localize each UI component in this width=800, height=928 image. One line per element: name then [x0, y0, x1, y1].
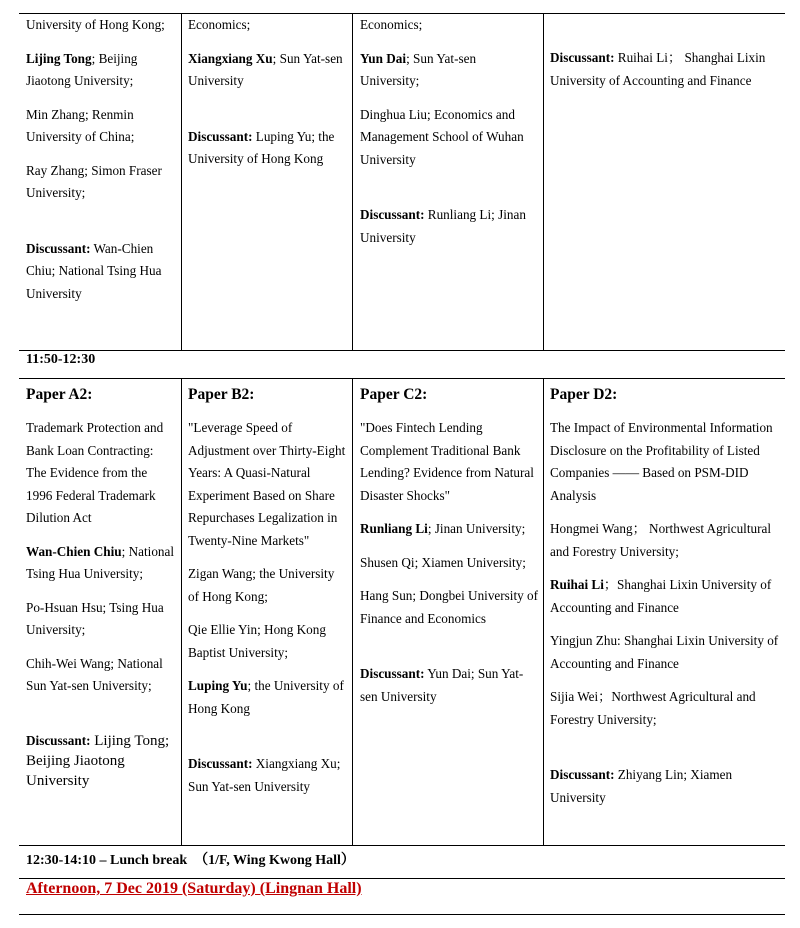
afternoon-heading: Afternoon, 7 Dec 2019 (Saturday) (Lingnan Hall) — [26, 880, 362, 897]
paper-title-label: Paper A2: — [26, 386, 93, 403]
paper-name: "Leverage Speed of Adjustment over Thirty-Eight Years: A Quasi-Natural Experiment Based on Share Repurchases Legalization in Twenty-Nine Markets" — [188, 420, 346, 548]
table-rule — [19, 350, 785, 351]
table-rule — [19, 914, 785, 915]
session-a1-cell — [26, 14, 176, 316]
author-line: Luping Yu; the University of Hong Kong — [188, 678, 344, 716]
author-line: Po-Hsuan Hsu; Tsing Hua University; — [26, 599, 164, 637]
author-line: Ruihai Li；Shanghai Lixin University of Accounting and Finance — [550, 577, 772, 615]
time-slot: 11:50-12:30 — [26, 352, 96, 367]
column-divider — [543, 13, 544, 350]
discussant: Discussant: Lijing Tong; Beijing Jiaotong University — [26, 732, 170, 789]
paper-c2-cell — [360, 384, 540, 719]
table-rule — [19, 845, 785, 846]
paper-name: "Does Fintech Lending Complement Traditional Bank Lending? Evidence from Natural Disaster Shocks" — [360, 420, 534, 503]
table-rule — [19, 878, 785, 879]
column-divider — [181, 13, 182, 350]
author-line: Runliang Li; Jinan University; — [360, 521, 526, 536]
paper-a2-cell — [26, 384, 176, 802]
paper-b2-cell — [188, 384, 348, 809]
paper-title-label: Paper D2: — [550, 386, 618, 403]
paper-title-label: Paper B2: — [188, 386, 255, 403]
author-line: Yun Dai; Sun Yat-sen University; — [360, 50, 477, 88]
table-rule — [19, 378, 785, 379]
author-line: Economics; — [188, 17, 251, 32]
paper-name: Trademark Protection and Bank Loan Contracting: The Evidence from the 1996 Federal Trademark Dilution Act — [26, 420, 164, 525]
author-line: Ray Zhang; Simon Fraser University; — [26, 162, 162, 200]
column-divider — [352, 13, 353, 350]
author-line: Economics; — [360, 17, 423, 32]
paper-name: The Impact of Environmental Information Disclosure on the Profitability of Listed Companies —— Based on PSM-DID Analysis — [550, 420, 773, 503]
author-line: Sijia Wei；Northwest Agricultural and Forestry University; — [550, 689, 756, 727]
paper-title-label: Paper C2: — [360, 386, 428, 403]
discussant: Discussant: Xiangxiang Xu; Sun Yat-sen University — [188, 756, 341, 794]
author-line: Wan-Chien Chiu; National Tsing Hua University; — [26, 543, 175, 581]
author-line: Dinghua Liu; Economics and Management School of Wuhan University — [360, 106, 524, 167]
discussant: Discussant: Ruihai Li； Shanghai Lixin University of Accounting and Finance — [550, 50, 766, 88]
discussant: Discussant: Luping Yu; the University of Hong Kong — [188, 128, 335, 166]
author-line: Min Zhang; Renmin University of China; — [26, 106, 135, 144]
author-line: Xiangxiang Xu; Sun Yat-sen University — [188, 50, 343, 88]
paper-d2-cell — [550, 384, 780, 820]
column-divider — [543, 378, 544, 845]
author-line: Shusen Qi; Xiamen University; — [360, 554, 526, 570]
session-c1-cell — [360, 14, 538, 260]
discussant: Discussant: Yun Dai; Sun Yat-sen University — [360, 666, 524, 704]
author-line: Hang Sun; Dongbei University of Finance and Economics — [360, 588, 539, 626]
session-b1-cell — [188, 14, 348, 182]
author-line: Qie Ellie Yin; Hong Kong Baptist University; — [188, 622, 326, 660]
discussant: Discussant: Runliang Li; Jinan University — [360, 207, 526, 245]
author-line: Hongmei Wang； Northwest Agricultural and Forestry University; — [550, 521, 772, 559]
author-line: University of Hong Kong; — [26, 17, 165, 32]
session-d1-cell — [550, 47, 775, 103]
author-line: Zigan Wang; the University of Hong Kong; — [188, 566, 335, 604]
author-line: Lijing Tong; Beijing Jiaotong University; — [26, 50, 138, 88]
author-line: Chih-Wei Wang; National Sun Yat-sen University; — [26, 655, 163, 693]
discussant: Discussant: Wan-Chien Chiu; National Tsing Hua University — [26, 240, 162, 301]
author-line: Yingjun Zhu: Shanghai Lixin University of Accounting and Finance — [550, 633, 779, 671]
lunch-break: 12:30-14:10 – Lunch break （1/F, Wing Kwong Hall） — [26, 853, 355, 868]
column-divider — [352, 378, 353, 845]
column-divider — [181, 378, 182, 845]
discussant: Discussant: Zhiyang Lin; Xiamen University — [550, 767, 733, 805]
